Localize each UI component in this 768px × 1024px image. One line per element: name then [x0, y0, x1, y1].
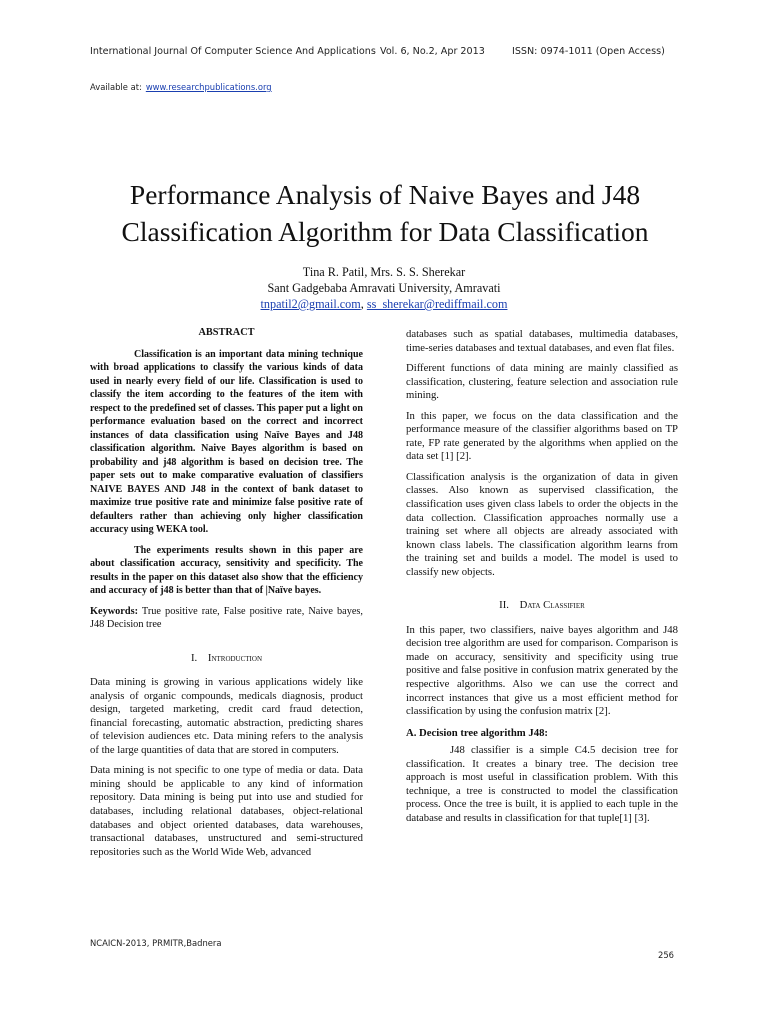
- classifier-paragraph-1: In this paper, two classifiers, naive bayes algorithm and J48 decision tree algorithm are used for comparison. Comparison is made on accuracy, sensitivity and specificity using true positive and false positive in confusion matrix generated by the respective algorithms. Also we can use the correct and incorrect instances that give us a most efficient method for classification by using the confusion matrix [2].: [406, 623, 678, 718]
- availability-line: [90, 82, 272, 92]
- keywords-text: True positive rate, False positive rate, Naive bayes, J48 Decision tree: [90, 605, 363, 631]
- section-number: II.: [499, 599, 509, 612]
- left-column: [90, 326, 363, 866]
- footer-conference: NCAICN-2013, PRMITR,Badnera: [90, 938, 222, 948]
- abstract-paragraph-2: The experiments results shown in this paper are about classification accuracy, sensitivity and specificity. The results in the paper on this dataset also show that the efficiency and accuracy of j48 is better than that of |Naïve bayes.: [90, 544, 363, 597]
- email-link-1[interactable]: tnpatil2@gmail.com: [260, 297, 361, 311]
- keywords: [90, 605, 363, 632]
- body-paragraph-focus: In this paper, we focus on the data classification and the performance measure of the classifier algorithms based on TP rate, FP rate generated by the algorithms when applied on the data set [1] [2].: [406, 409, 678, 463]
- page-number: 256: [658, 950, 674, 960]
- volume-info: Vol. 6, No.2, Apr 2013: [380, 46, 485, 57]
- subsection-heading-j48: A. Decision tree algorithm J48:: [406, 726, 548, 739]
- abstract-paragraph-1: Classification is an important data mining technique with broad applications to classify the various kinds of data used in nearly every field of our life. Classification is used to classify the item according to the features of the item with respect to the predefined set of classes. This paper put a light on performance evaluation based on the correct and incorrect instances of data classification using Naïve Bayes and J48 classification algorithm. Naive Bayes algorithm is based on probability and j48 algorithm is based on decision tree. The paper sets out to make comparative evaluation of classifiers NAIVE BAYES AND J48 in the context of bank dataset to maximize true positive rate and minimize false positive rate of defaulters rather than achieving only higher classification accuracy using WEKA tool.: [90, 348, 363, 536]
- right-column: [406, 328, 678, 833]
- section-heading-data-classifier: [406, 599, 678, 613]
- title-line-1: Performance Analysis of Naive Bayes and J48: [129, 179, 641, 210]
- abstract-heading: ABSTRACT: [198, 327, 255, 338]
- intro-paragraph-1: Data mining is growing in various applications widely like analysis of organic compounds, medicals diagnosis, product design, targeted marketing, credit card fraud detection, financial forecasting, automatic abstraction, predicting shares of television audiences etc. Data mining refers to the analysis of the large quantities of data that are stored in computers.: [90, 676, 363, 756]
- body-paragraph-continued: databases such as spatial databases, multimedia databases, time-series databases and textual databases, and even flat files.: [406, 328, 678, 354]
- issn-info: ISSN: 0974-1011 (Open Access): [512, 46, 665, 57]
- j48-paragraph: J48 classifier is a simple C4.5 decision tree for classification. It creates a binary tree. The decision tree approach is most useful in classification problem. With this technique, a tree is constructed to model the classification process. Once the tree is built, it is applied to each tuple in the database and results in classification for that tuple[1] [3].: [406, 744, 678, 824]
- body-paragraph-functions: Different functions of data mining are mainly classified as classification, clustering, feature selection and association rule mining.: [406, 362, 678, 402]
- journal-name: International Journal Of Computer Science And Applications: [90, 46, 376, 57]
- section-number: I.: [190, 651, 198, 664]
- intro-paragraph-2: Data mining is not specific to one type of media or data. Data mining should be applicable to any kind of information repository. Data mining is being put into use and studied for databases, including relational databases, object-relational databases and object oriented databases, data warehouses, transactional databases, unstructured and semi-structured repositories such as the World Wide Web, advanced: [90, 764, 363, 858]
- email-separator: ,: [360, 297, 367, 311]
- available-label: Available at:: [90, 82, 142, 92]
- author-names: Tina R. Patil, Mrs. S. S. Sherekar: [302, 265, 466, 279]
- section-title: Data Classifier: [519, 599, 585, 612]
- author-affiliation: Sant Gadgebaba Amravati University, Amravati: [267, 281, 501, 295]
- author-emails: [0, 296, 768, 312]
- keywords-label: Keywords:: [90, 605, 139, 617]
- email-link-2[interactable]: ss_sherekar@rediffmail.com: [366, 297, 508, 311]
- section-title: Introduction: [207, 651, 263, 664]
- paper-title: [60, 176, 710, 250]
- author-block: [0, 264, 768, 312]
- publisher-link[interactable]: www.researchpublications.org: [145, 82, 272, 92]
- body-paragraph-classification: Classification analysis is the organization of data in given classes. Also known as supervised classification, the classification uses given class labels to order the objects in the data collection. Classification approaches normally use a training set where all objects are already associated with known class labels. The classification algorithm learns from the training set and builds a model. The model is used to classify new objects.: [406, 470, 678, 578]
- section-heading-introduction: [90, 652, 363, 666]
- title-line-2: Classification Algorithm for Data Classification: [121, 216, 649, 247]
